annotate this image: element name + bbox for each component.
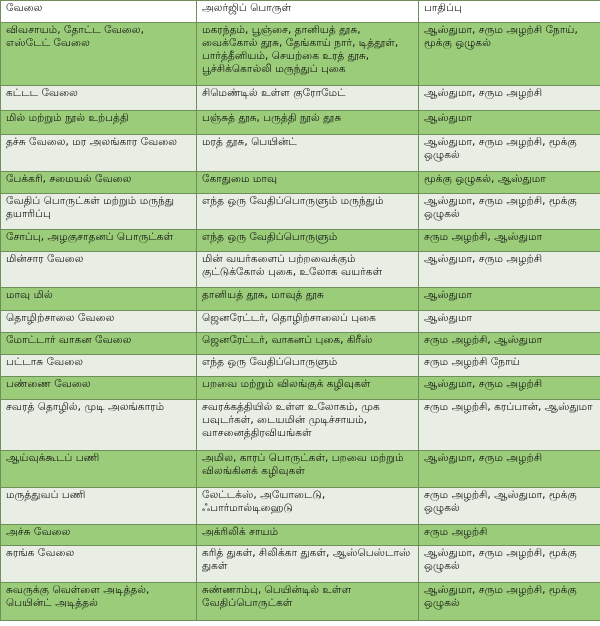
occupation-cell: சுவருக்கு வெள்ளை அடித்தல், பெயின்ட் அடித்தல் [1, 583, 197, 621]
table-row [1, 311, 600, 333]
table-row [1, 252, 600, 288]
occupation-cell: மின்சார வேலை [1, 252, 197, 288]
allergen-cell: அக்ரிலிக் சாயம் [197, 525, 419, 546]
occupation-cell: ஆய்வுக்கூடப் பணி [1, 451, 197, 488]
occupation-cell: பேக்கரி, சமையல் வேலை [1, 172, 197, 194]
effect-cell: சரும அழற்சி, ஆஸ்துமா [419, 230, 600, 252]
header-effect: பாதிப்பு [419, 1, 600, 23]
table-row [1, 546, 600, 583]
effect-cell: சரும அழற்சி, கரப்பான், ஆஸ்துமா [419, 400, 600, 451]
table-row [1, 525, 600, 546]
effect-cell: ஆஸ்துமா, சரும அழற்சி [419, 86, 600, 111]
effect-cell: ஆஸ்துமா, சரும அழற்சி, மூக்கு ஒழுகல் [419, 135, 600, 172]
effect-cell: ஆஸ்துமா, சரும அழற்சி [419, 377, 600, 400]
occupation-cell: மோட்டார் வாகன வேலை [1, 333, 197, 355]
header-allergen: அலர்ஜிப் பொருள் [197, 1, 419, 23]
allergen-cell: சவரக்கத்தியில் உள்ள உலோகம், முக பவுடர்கள், டையமின் முடிச்சாயம், வாசனைத்திரவியங்கள் [197, 400, 419, 451]
header-occupation: வேலை [1, 1, 197, 23]
header-row [1, 1, 600, 23]
occupation-cell: தொழிற்சாலை வேலை [1, 311, 197, 333]
table-row [1, 194, 600, 230]
occupation-cell: மாவு மில் [1, 288, 197, 311]
allergen-cell: பஞ்சுத் தூசு, பருத்தி நூல் தூசு [197, 111, 419, 135]
effect-cell: ஆஸ்துமா, சரும அழற்சி, மூக்கு ஒழுகல் [419, 546, 600, 583]
effect-cell: சரும அழற்சி, ஆஸ்துமா, மூக்கு ஒழுகல் [419, 488, 600, 525]
table-row [1, 400, 600, 451]
table-row [1, 355, 600, 377]
allergen-cell: மகரந்தம், பூஞ்சை, தானியத் தூசு, வைக்கோல் தூசு, தேங்காய் நார், டித்தூள், பார்த்தீனியம், செயற்கை உரத் தூசு, பூச்சிக்கொல்லி மருந்துப் புகை [197, 23, 419, 86]
table-row [1, 172, 600, 194]
table-row [1, 111, 600, 135]
occupation-cell: வேதிப் பொருட்கள் மற்றும் மருந்து தயாரிப்பு [1, 194, 197, 230]
table-row [1, 451, 600, 488]
allergen-cell: லேட்டக்ஸ், அயோடைடு, ஃபார்மால்டிஹைடு [197, 488, 419, 525]
occupation-cell: கட்டட வேலை [1, 86, 197, 111]
allergen-cell: தானியத் தூசு, மாவுத் தூசு [197, 288, 419, 311]
occupation-cell: தச்சு வேலை, மர அலங்கார வேலை [1, 135, 197, 172]
effect-cell: ஆஸ்துமா [419, 288, 600, 311]
occupation-cell: சுரங்க வேலை [1, 546, 197, 583]
allergen-cell: எந்த ஒரு வேதிப்பொருளும் [197, 230, 419, 252]
effect-cell: சரும அழற்சி நோய் [419, 355, 600, 377]
occupation-cell: சவரத் தொழில், முடி அலங்காரம் [1, 400, 197, 451]
allergen-cell: மரத் தூசு, பெயின்ட் [197, 135, 419, 172]
table-row [1, 488, 600, 525]
table-row [1, 23, 600, 86]
effect-cell: ஆஸ்துமா, சரும அழற்சி, மூக்கு ஒழுகல் [419, 583, 600, 621]
occupation-cell: விவசாயம், தோட்ட வேலை, எஸ்டேட் வேலை [1, 23, 197, 86]
effect-cell: ஆஸ்துமா, சரும அழற்சி, மூக்கு ஒழுகல் [419, 194, 600, 230]
occupation-cell: அச்சு வேலை [1, 525, 197, 546]
allergen-cell: எந்த ஒரு வேதிப்பொருளும் மருந்தும் [197, 194, 419, 230]
allergen-cell: ஜெனரேட்டர், வாகனப் புகை, கிரீஸ் [197, 333, 419, 355]
effect-cell: ஆஸ்துமா, சரும அழற்சி நோய், மூக்கு ஒழுகல் [419, 23, 600, 86]
allergen-cell: அமில, காரப் பொருட்கள், பறவை மற்றும் விலங்கினக் கழிவுகள் [197, 451, 419, 488]
table-row [1, 333, 600, 355]
occupation-cell: மில் மற்றும் நூல் உற்பத்தி [1, 111, 197, 135]
table-row [1, 583, 600, 621]
allergen-cell: பறவை மற்றும் விலங்குக் கழிவுகள் [197, 377, 419, 400]
effect-cell: ஆஸ்துமா, சரும அழற்சி [419, 451, 600, 488]
allergen-cell: கோதுமை மாவு [197, 172, 419, 194]
table-row [1, 230, 600, 252]
table-row [1, 86, 600, 111]
table-row [1, 135, 600, 172]
effect-cell: ஆஸ்துமா [419, 311, 600, 333]
table-row [1, 377, 600, 400]
effect-cell: சரும அழற்சி [419, 525, 600, 546]
allergen-cell: சுண்ணாம்பு, பெயின்டில் உள்ள வேதிப்பொருட்கள் [197, 583, 419, 621]
allergen-cell: ஜெனரேட்டர், தொழிற்சாலைப் புகை [197, 311, 419, 333]
occupation-cell: பண்ணை வேலை [1, 377, 197, 400]
effect-cell: ஆஸ்துமா [419, 111, 600, 135]
occupation-cell: சோப்பு, அழகுசாதனப் பொருட்கள் [1, 230, 197, 252]
table-row [1, 288, 600, 311]
allergen-cell: சிமெண்டில் உள்ள குரோமேட் [197, 86, 419, 111]
effect-cell: ஆஸ்துமா, சரும அழற்சி [419, 252, 600, 288]
allergen-cell: எந்த ஒரு வேதிப்பொருளும் [197, 355, 419, 377]
effect-cell: சரும அழற்சி, ஆஸ்துமா [419, 333, 600, 355]
effect-cell: மூக்கு ஒழுகல், ஆஸ்துமா [419, 172, 600, 194]
occupation-cell: பட்டாசு வேலை [1, 355, 197, 377]
allergen-cell: கரித் துகள், சிலிக்கா துகள், ஆஸ்பெஸ்டாஸ் துகள் [197, 546, 419, 583]
allergen-cell: மின் வயர்களைப் பற்றவைக்கும் குட்டுக்கோல் புகை, உலோக வயர்கள் [197, 252, 419, 288]
occupation-cell: மருத்துவப் பணி [1, 488, 197, 525]
